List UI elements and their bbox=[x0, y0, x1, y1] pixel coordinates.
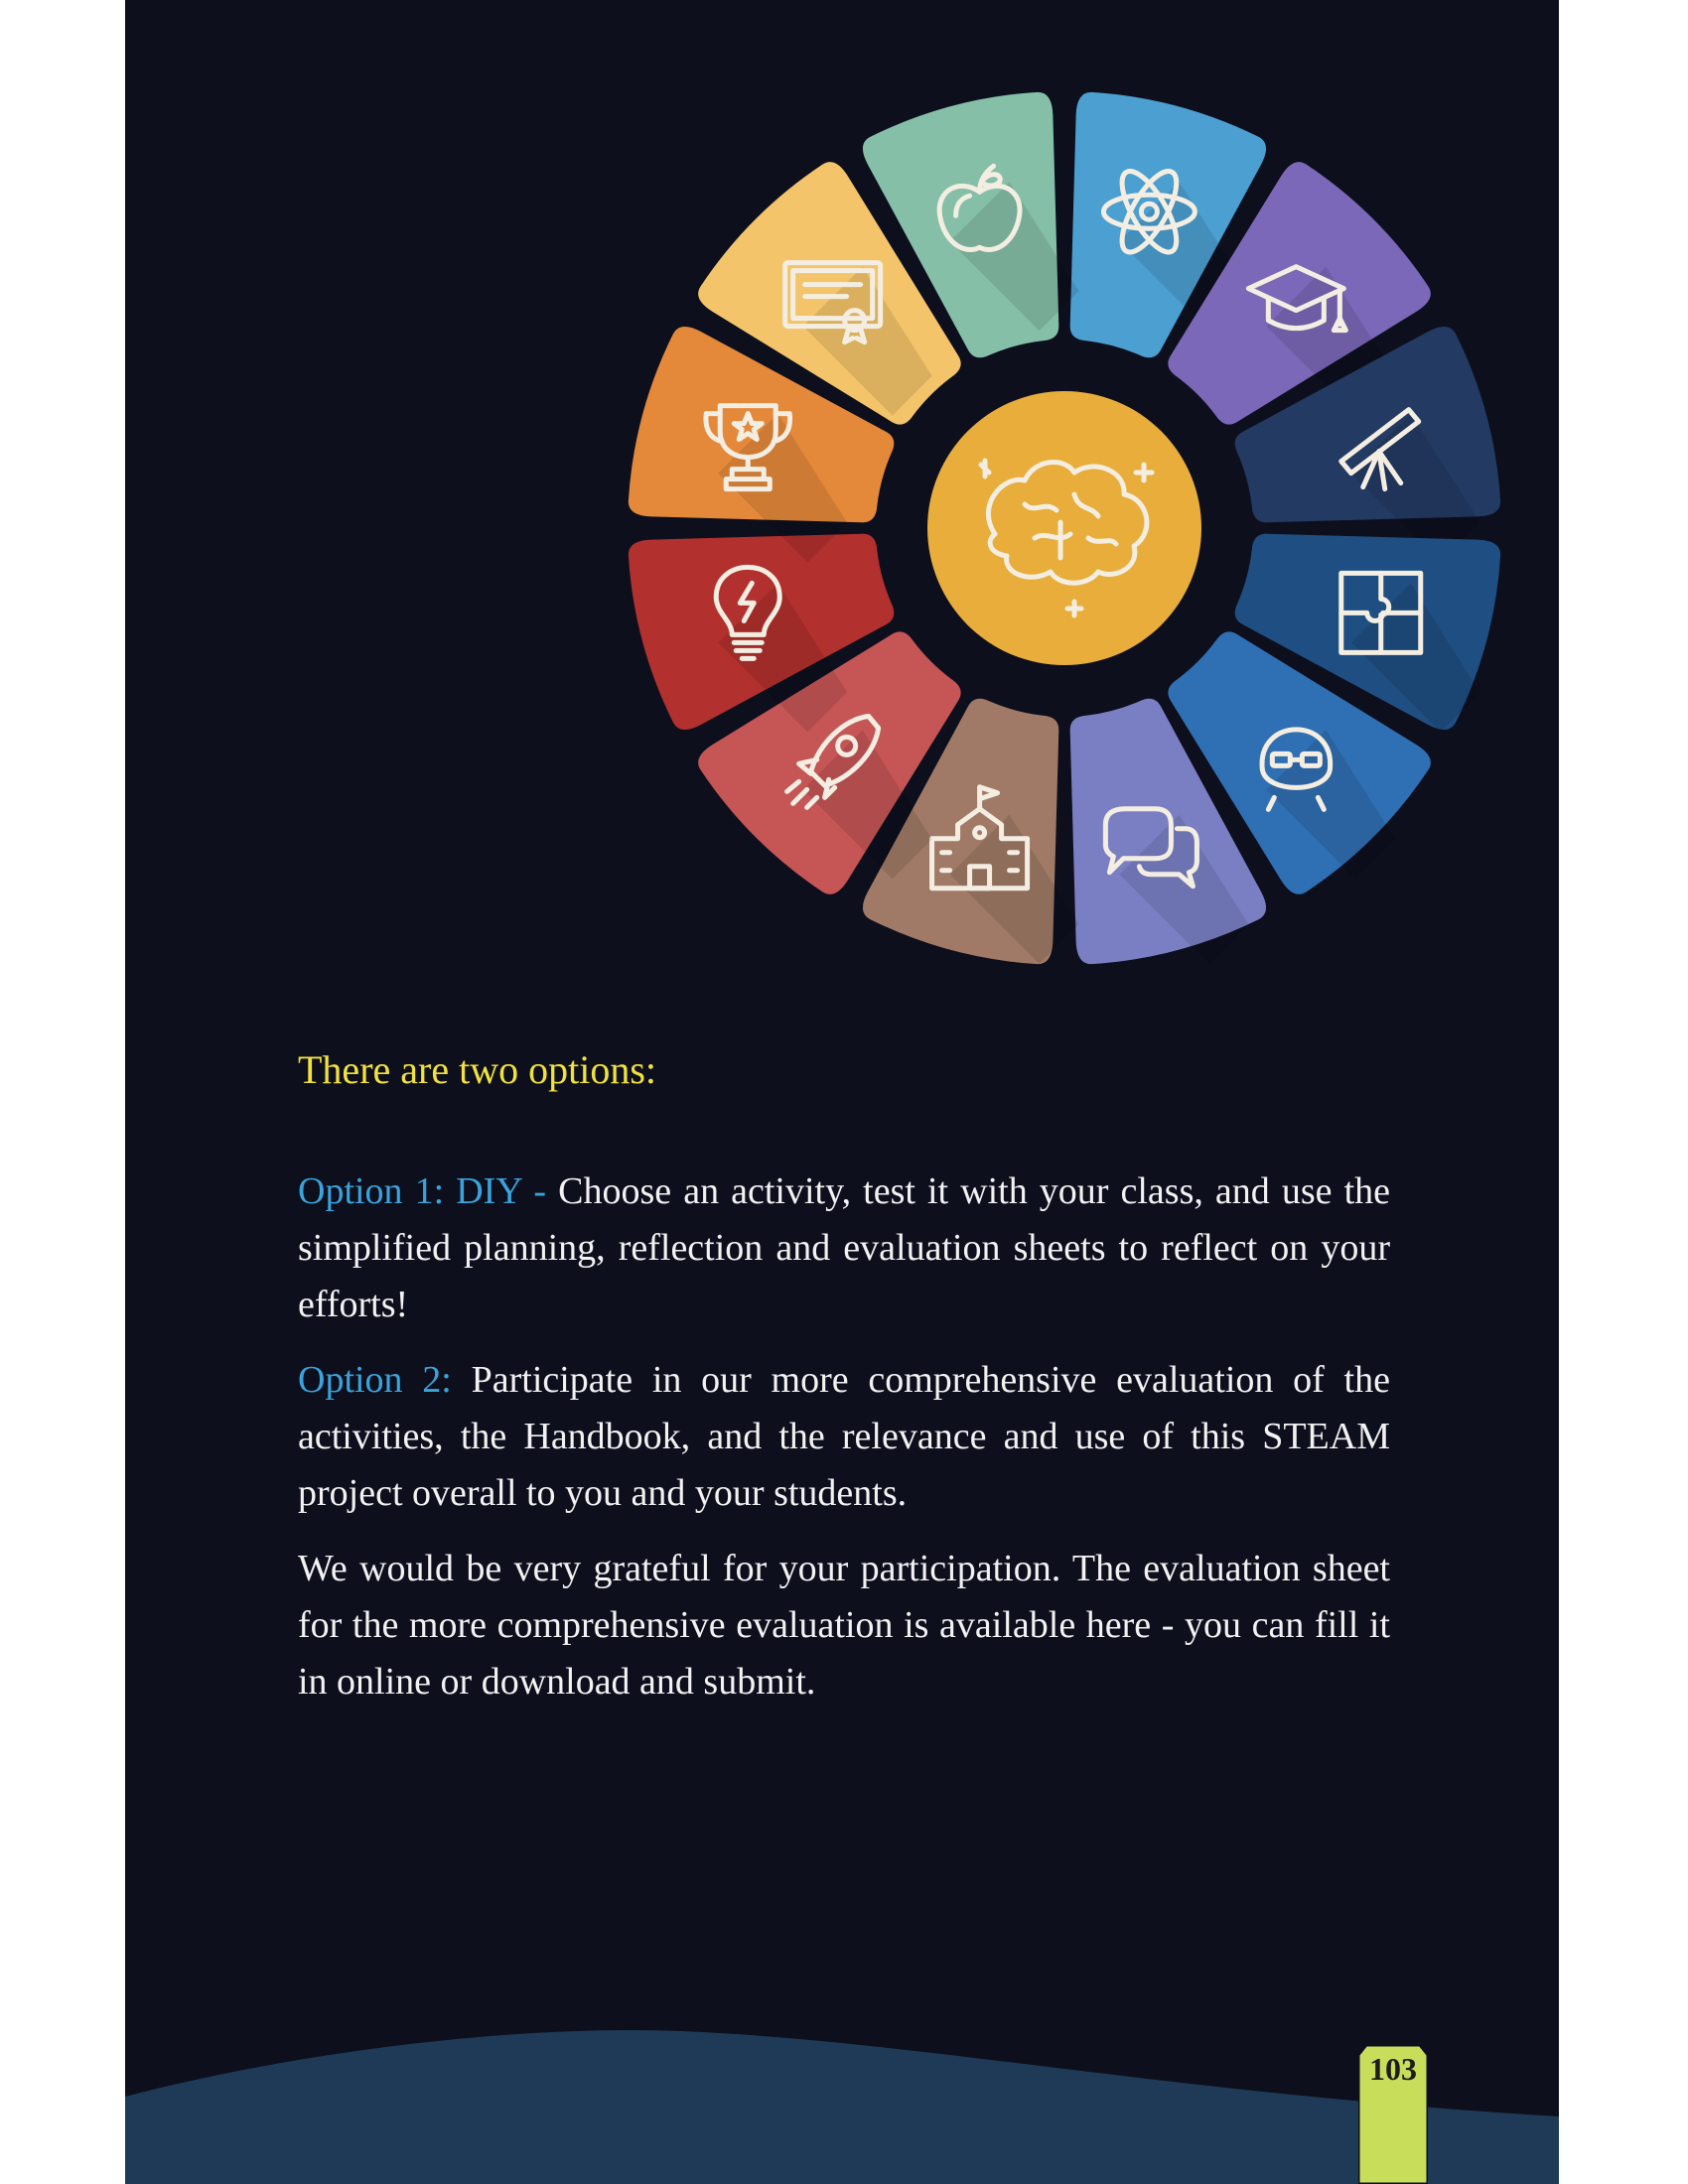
steam-wheel-graphic bbox=[125, 0, 1559, 1052]
section-heading: There are two options: bbox=[298, 1047, 656, 1092]
wheel-center bbox=[927, 391, 1201, 665]
content bbox=[298, 1040, 1390, 1729]
option-1-paragraph bbox=[298, 1163, 1390, 1333]
closing-paragraph: We would be very grateful for your participation. The evaluation sheet for the more comprehensive evaluation is available here - you can fill it in online or download and submit. bbox=[298, 1548, 1390, 1703]
option-2-paragraph bbox=[298, 1352, 1390, 1522]
option-2-label: Option 2: bbox=[298, 1359, 472, 1401]
page bbox=[125, 0, 1559, 2184]
option-1-label: Option 1: DIY - bbox=[298, 1170, 559, 1212]
steam-wheel bbox=[125, 0, 1559, 1052]
page-number: 103 bbox=[1369, 2051, 1417, 2087]
page-number-tab bbox=[1358, 2045, 1428, 2184]
option-2-text: Participate in our more comprehensive evaluation of the activities, the Handbook, and the relevance and use of this STEAM project overall to you and your students. bbox=[298, 1359, 1390, 1514]
option-1-text: Choose an activity, test it with your class, and use the simplified planning, reflection and evaluation sheets to reflect on your efforts! bbox=[298, 1170, 1390, 1325]
bottom-wave bbox=[125, 1985, 1559, 2184]
